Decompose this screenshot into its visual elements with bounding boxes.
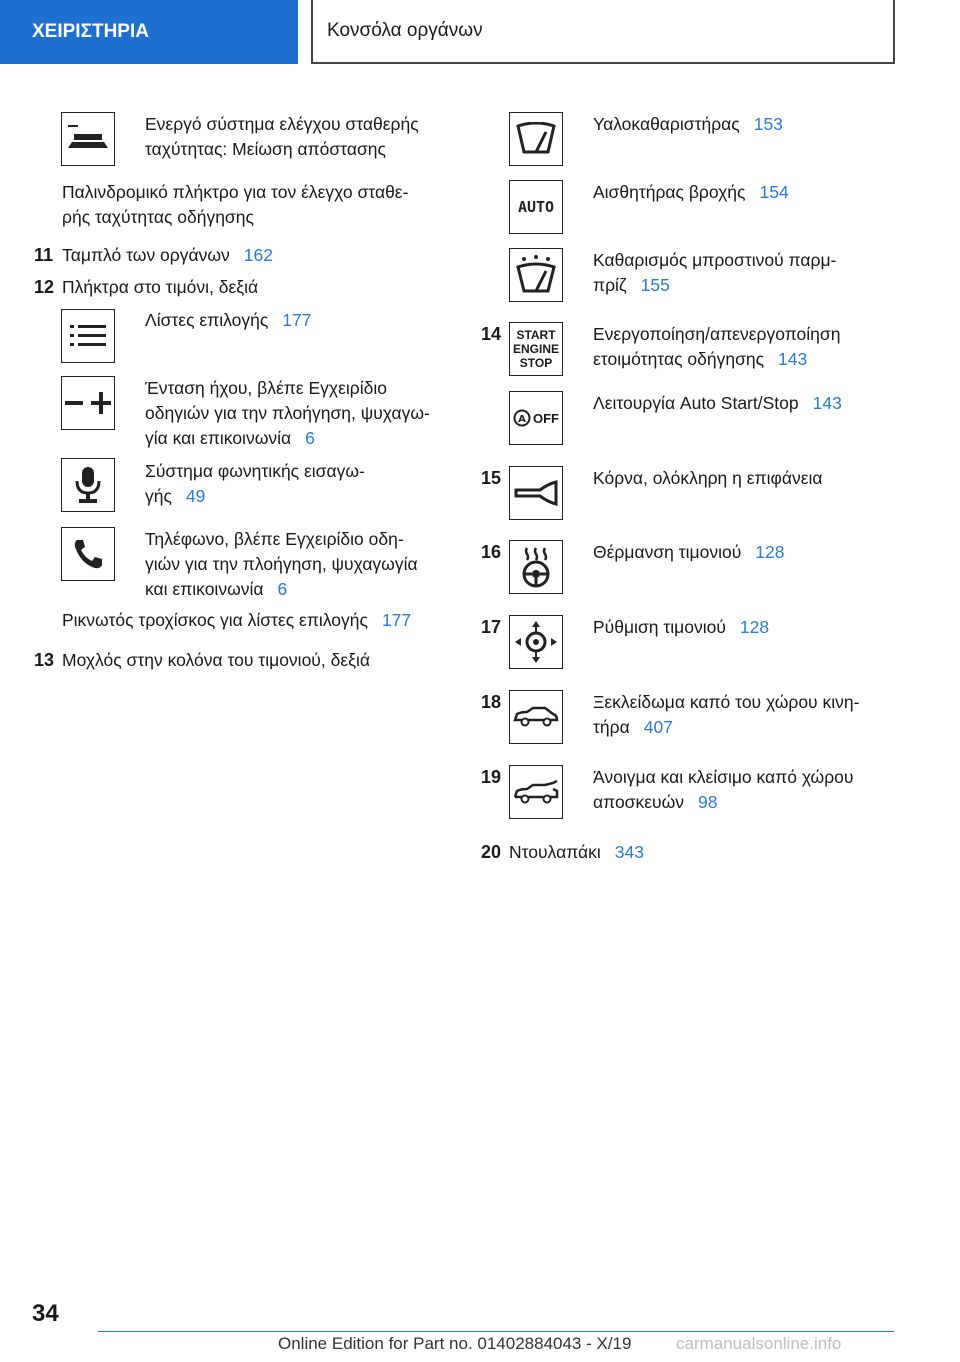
footer-edition: Online Edition for Part no. 01402884043 - X/19 [278, 1334, 632, 1353]
item-text: τήρα [593, 717, 630, 737]
svg-text:A: A [518, 414, 526, 425]
item-thumbwheel [62, 608, 411, 633]
item-text: ρής ταχύτητας οδήγησης [62, 207, 254, 227]
item-text: Ταμπλό των οργάνων [62, 245, 230, 265]
item-text: πρίζ [593, 275, 627, 295]
item-lists [145, 308, 312, 333]
item-glove-box [509, 840, 644, 865]
item-rocker-switch [62, 180, 408, 230]
page-reference-link[interactable]: 407 [643, 717, 673, 737]
item-text: Πλήκτρα στο τιμόνι, δεξιά [62, 277, 259, 297]
trunk-lid-icon [509, 765, 563, 819]
item-hood-release [593, 690, 859, 740]
item-text: ταχύτητας: Μείωση απόστασης [145, 139, 386, 159]
engine-label: ENGINE [512, 342, 559, 356]
section-header [0, 0, 298, 64]
item-text: γιών για την πλοήγηση, ψυχαγωγία [145, 554, 418, 574]
item-text: γής [145, 486, 172, 506]
item-number: 20 [481, 842, 502, 862]
item-text: και επικοινωνία [145, 579, 264, 599]
page-number: 34 [32, 1300, 59, 1327]
item-wiper [593, 112, 783, 137]
item-auto-start-stop [593, 391, 842, 416]
phone-icon [61, 527, 115, 581]
hood-release-icon [509, 690, 563, 744]
item-horn [593, 466, 823, 491]
rain-sensor-icon [509, 180, 563, 234]
item-rain-sensor [593, 180, 789, 205]
item-number: 19 [481, 767, 502, 787]
item-number: 17 [481, 617, 502, 637]
horn-icon [509, 466, 563, 520]
off-label: OFF [533, 410, 559, 426]
item-text: Λειτουργία Auto Start/Stop [593, 393, 799, 413]
page-title [311, 0, 895, 64]
page-reference-link[interactable]: 128 [739, 617, 770, 637]
item-column-lever-right [62, 648, 370, 673]
page-reference-link[interactable]: 162 [243, 245, 273, 265]
steering-wheel-adjust-icon [509, 615, 563, 669]
item-trunk-lid [593, 765, 853, 815]
item-text: Τηλέφωνο, βλέπε Εγχειρίδιο οδη- [145, 529, 404, 549]
page-reference-link[interactable]: 153 [753, 114, 783, 134]
item-text: Καθαρισμός μπροστινού παρμ- [593, 250, 837, 270]
wiper-icon [509, 112, 563, 166]
item-text: Κόρνα, ολόκληρη η επιφάνεια [593, 468, 823, 488]
item-number: 13 [34, 650, 55, 670]
item-steering-wheel-heating [593, 540, 784, 565]
item-text: Σύστημα φωνητικής εισαγω- [145, 461, 365, 481]
item-number: 15 [481, 468, 502, 488]
item-text: Αισθητήρας βροχής [593, 182, 746, 202]
item-text: Ντουλαπάκι [509, 842, 601, 862]
item-text: γία και επικοινωνία [145, 428, 292, 448]
voice-control-icon [61, 458, 115, 512]
page-reference-link[interactable]: 128 [755, 542, 785, 562]
item-number: 12 [34, 277, 55, 297]
item-text: Μοχλός στην κολόνα του τιμονιού, δεξιά [62, 650, 370, 670]
watermark: carmanualsonline.info [676, 1334, 842, 1353]
item-text: Ένταση ήχου, βλέπε Εγχειρίδιο [145, 378, 387, 398]
page-reference-link[interactable]: 143 [778, 349, 808, 369]
item-start-stop-button [593, 322, 840, 372]
footer-divider [98, 1331, 894, 1332]
item-text: Ξεκλείδωμα καπό του χώρου κινη- [593, 692, 860, 712]
page-reference-link[interactable]: 177 [282, 310, 312, 330]
volume-minus-plus-icon [61, 376, 115, 430]
item-text: Παλινδρομικό πλήκτρο για τον έλεγχο σταθε- [62, 182, 409, 202]
item-text: Λίστες επιλογής [145, 310, 269, 330]
item-cruise-distance [145, 112, 419, 162]
item-voice-control [145, 459, 365, 509]
item-text: ετοιμότητας οδήγησης [593, 349, 765, 369]
item-text: Ενεργό σύστημα ελέγχου σταθερής [145, 114, 419, 134]
item-windshield-washer [593, 248, 836, 298]
page-reference-link[interactable]: 6 [305, 428, 315, 448]
page-reference-link[interactable]: 6 [277, 579, 288, 599]
item-number: 11 [34, 245, 54, 265]
page-reference-link[interactable]: 154 [759, 182, 789, 202]
item-text: Άνοιγμα και κλείσιμο καπό χώρου [593, 767, 854, 787]
auto-label: AUTO [517, 198, 555, 216]
start-label: START [516, 328, 556, 342]
page-reference-link[interactable]: 343 [614, 842, 644, 862]
item-steering-buttons-right [62, 275, 258, 300]
page-reference-link[interactable]: 155 [640, 275, 670, 295]
item-volume [145, 376, 430, 451]
item-text: Ρύθμιση τιμονιού [593, 617, 726, 637]
item-number: 18 [481, 692, 502, 712]
page-reference-link[interactable]: 98 [698, 792, 718, 812]
page-title-text: Κονσόλα οργάνων [327, 20, 483, 41]
item-text: οδηγιών για την πλοήγηση, ψυχαγω- [145, 403, 430, 423]
item-text: Θέρμανση τιμονιού [593, 542, 742, 562]
item-number: 16 [481, 542, 502, 562]
item-text: Ρικνωτός τροχίσκος για λίστες επιλογής [62, 610, 368, 630]
stop-label: STOP [519, 356, 553, 370]
item-number: 14 [481, 324, 502, 344]
section-label: ΧΕΙΡΙΣΤΗΡΙΑ [32, 21, 149, 42]
item-text: Ενεργοποίηση/απενεργοποίηση [593, 324, 841, 344]
item-instrument-cluster [62, 243, 273, 268]
list-icon [61, 309, 115, 363]
steering-wheel-heating-icon [509, 540, 563, 594]
item-phone [145, 527, 418, 602]
auto-start-stop-off-icon [509, 391, 563, 445]
item-text: αποσκευών [593, 792, 685, 812]
page-reference-link[interactable]: 49 [185, 486, 206, 506]
page-reference-link[interactable]: 143 [812, 393, 842, 413]
page-reference-link[interactable]: 177 [381, 610, 412, 630]
item-text: Υαλοκαθαριστήρας [593, 114, 740, 134]
start-stop-button-icon [509, 322, 563, 376]
windshield-washer-icon [509, 248, 563, 302]
item-steering-wheel-adjust [593, 615, 769, 640]
cruise-distance-icon [61, 112, 115, 166]
